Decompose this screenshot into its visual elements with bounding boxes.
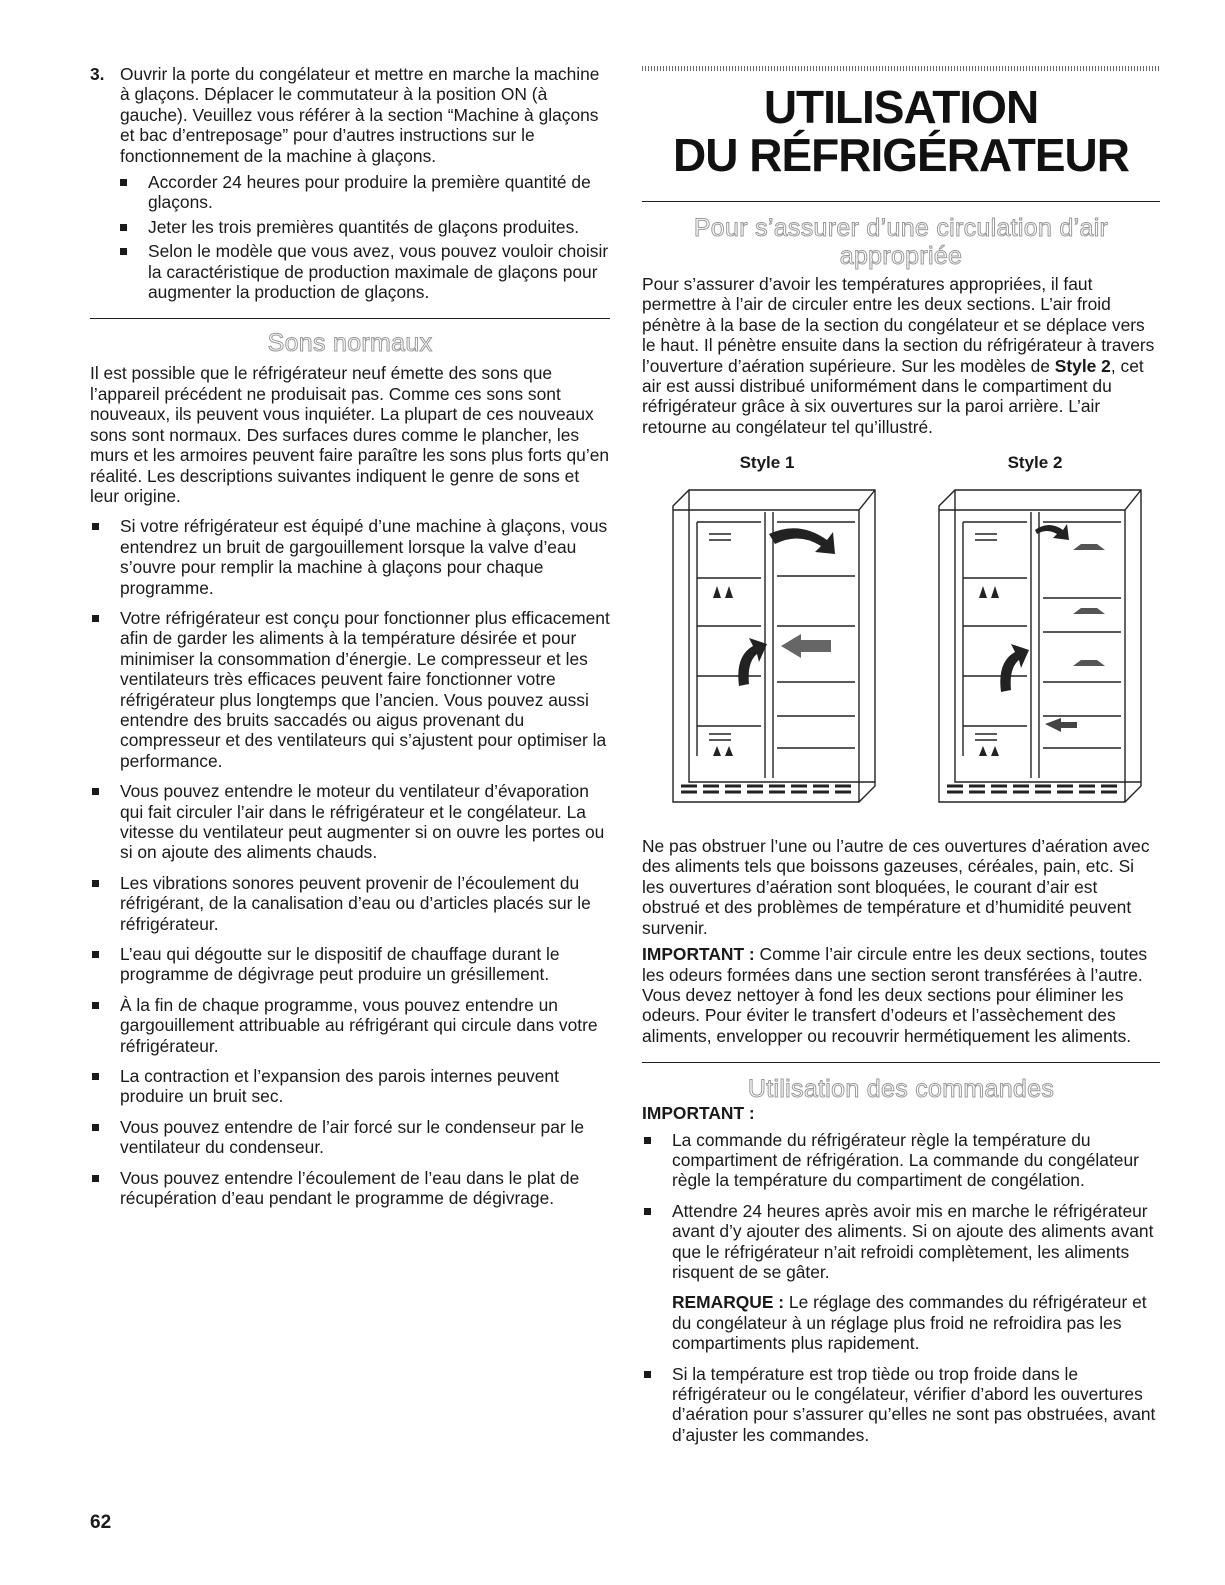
list-item: La commande du réfrigérateur règle la température du compartiment de réfrigération. La commande du congélateur règle la température du compartiment de congélation. [642, 1130, 1160, 1191]
step-3 [90, 64, 610, 302]
dotted-rule [642, 66, 1160, 71]
remarque-label: REMARQUE : [672, 1292, 785, 1313]
section-heading-air-line2: appropriée [839, 242, 963, 270]
style-2-figure [910, 453, 1160, 808]
fridge-diagrams [642, 453, 1160, 808]
section-divider [642, 1062, 1160, 1063]
style-2-label: Style 2 [1007, 453, 1063, 473]
list-item: Si votre réfrigérateur est équipé d’une machine à glaçons, vous entendrez un bruit de gargouillement lorsque la valve d’eau s’ouvre pour remplir la machine à glaçons pour chaque programme. [90, 516, 610, 598]
important-label-2: IMPORTANT : [642, 1103, 755, 1124]
list-item: Vous pouvez entendre le moteur du ventilateur d’évaporation qui fait circuler l’air dans le réfrigérateur et le congélateur. La vitesse du ventilateur peut augmenter si on ouvre les portes ou si on ajoute des aliments chauds. [90, 781, 610, 863]
air-paragraph-part2: , cet air est aussi distribué uniformément dans le compartiment du réfrigérateur grâce à six ouvertures sur la paroi arrière. L’air retourne au congélateur tel qu’illustré. [642, 355, 1144, 437]
sons-list [90, 516, 610, 1208]
style-1-label: Style 1 [739, 453, 795, 473]
chapter-title-block [642, 66, 1160, 179]
air-paragraph [642, 274, 1160, 437]
section-divider [642, 201, 1160, 202]
air-paragraph-bold: Style 2 [1054, 355, 1111, 376]
page-number: 62 [90, 1512, 112, 1533]
step-number: 3. [90, 64, 105, 84]
list-item [642, 1201, 1160, 1354]
style-1-fridge-illustration [669, 486, 879, 804]
important-text: Comme l’air circule entre les deux sections, toutes les odeurs formées dans une section seront transférées à l’autre. Vous devez nettoyer à fond les deux sections pour éliminer les odeurs. Pour éviter le transfert d’odeurs et l’assèchement des aliments, envelopper ou recouvrir hermétiquement les aliments. [642, 944, 1148, 1046]
important-label: IMPORTANT : [642, 944, 755, 965]
section-heading-sons-normaux: Sons normaux [267, 329, 433, 358]
list-item: Selon le modèle que vous avez, vous pouvez vouloir choisir la caractéristique de production maximale de glaçons pour augmenter la production de glaçons. [120, 241, 610, 302]
section-heading-commandes: Utilisation des commandes [747, 1075, 1055, 1104]
chapter-title-line1: UTILISATION [763, 81, 1039, 133]
air-paragraph-part1: Pour s’assurer d’avoir les températures appropriées, il faut permettre à l’air de circuler entre les deux sections. L’air froid pénètre à la base de la section du congélateur et se déplace vers le haut. Il pénètre ensuite dans la section du réfrigérateur à travers l’ouverture d’aération supérieure. Sur les modèles de [642, 274, 1155, 376]
step-3-text: Ouvrir la porte du congélateur et mettre en marche la machine à glaçons. Déplacer le commutateur à la position ON (à gauche). Veuillez vous référer à la section “Machine à glaçons et bac d’entreposage” pour d’autres instructions sur le fonctionnement de la machine à glaçons. [120, 64, 600, 166]
list-item-text: Attendre 24 heures après avoir mis en marche le réfrigérateur avant d’y ajouter des aliments. Si on ajoute des aliments avant que le réfrigérateur n’ait refroidi complètement, les aliments risquent de se gâter. [672, 1200, 1154, 1282]
important-paragraph [642, 944, 1160, 1046]
list-item: La contraction et l’expansion des parois internes peuvent produire un bruit sec. [90, 1066, 610, 1107]
style-1-figure [642, 453, 892, 808]
step-3-bullets [120, 172, 610, 302]
left-column [90, 64, 610, 1219]
list-item: L’eau qui dégoutte sur le dispositif de chauffage durant le programme de dégivrage peut produire un grésillement. [90, 944, 610, 985]
list-item: Accorder 24 heures pour produire la première quantité de glaçons. [120, 172, 610, 213]
list-item: Si la température est trop tiède ou trop froide dans le réfrigérateur ou le congélateur, vérifier d’abord les ouvertures d’aération pour s’assurer qu’elles ne sont pas obstruées, avant d’ajuster les commandes. [642, 1364, 1160, 1446]
remarque-paragraph [672, 1292, 1160, 1353]
section-divider [90, 318, 610, 319]
obstruct-paragraph: Ne pas obstruer l’une ou l’autre de ces ouvertures d’aération avec des aliments tels que boissons gazeuses, céréales, pain, etc. Si les ouvertures d’aération sont bloquées, le courant d’air est obstrué et des problèmes de température et d’humidité peuvent survenir. [642, 836, 1150, 938]
list-item: Jeter les trois premières quantités de glaçons produites. [120, 217, 610, 237]
list-item: Vous pouvez entendre de l’air forcé sur le condenseur par le ventilateur du condenseur. [90, 1117, 610, 1158]
style-2-fridge-illustration [935, 486, 1145, 804]
section-heading-air-line1: Pour s’assurer d’une circulation d’air [693, 214, 1109, 242]
list-item: Vous pouvez entendre l’écoulement de l’eau dans le plat de récupération d’eau pendant le programme de dégivrage. [90, 1168, 610, 1209]
list-item: À la fin de chaque programme, vous pouvez entendre un gargouillement attribuable au réfrigérant qui circule dans votre réfrigérateur. [90, 995, 610, 1056]
list-item: Les vibrations sonores peuvent provenir de l’écoulement du réfrigérant, de la canalisation d’eau ou d’articles placés sur le réfrigérateur. [90, 873, 610, 934]
commandes-list [642, 1130, 1160, 1446]
sons-intro: Il est possible que le réfrigérateur neuf émette des sons que l’appareil précédent ne produisait pas. Comme ces sons sont nouveaux, ils peuvent vous inquiéter. La plupart de ces nouveaux sons sont normaux. Des surfaces dures comme le plancher, les murs et les armoires peuvent faire paraître les sons plus forts qu’en réalité. Les descriptions suivantes indiquent le genre de sons et leur origine. [90, 363, 610, 506]
remarque-text: Le réglage des commandes du réfrigérateur et du congélateur à un réglage plus froid ne refroidira pas les compartiments plus rapidement. [672, 1292, 1147, 1354]
right-column [642, 66, 1160, 1455]
chapter-title-line2: DU RÉFRIGÉRATEUR [673, 129, 1129, 181]
list-item: Votre réfrigérateur est conçu pour fonctionner plus efficacement afin de garder les aliments à la température désirée et pour minimiser la consommation d’énergie. Le compresseur et les ventilateurs très efficaces peuvent faire fonctionner votre réfrigérateur plus longtemps que l’ancien. Vous pouvez aussi entendre des bruits saccadés ou aigus provenant du compresseur et des ventilateurs qui s’ajustent pour optimiser la performance. [90, 608, 610, 771]
